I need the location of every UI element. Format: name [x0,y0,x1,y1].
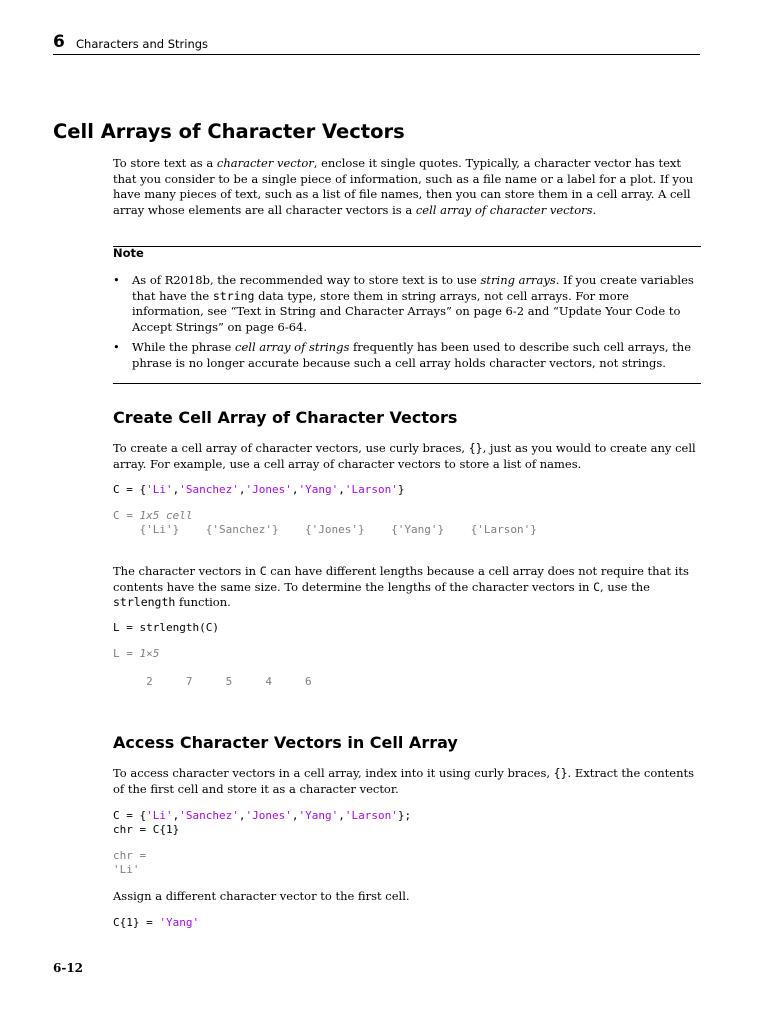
running-header [53,32,700,55]
bullet-icon: • [113,339,120,354]
subsection-title-access: Access Character Vectors in Cell Array [113,733,458,752]
create-paragraph: To create a cell array of character vectors, use curly braces, {}, just as you would to create any cell array. For example, use a cell array of character vectors to store a list of names. [113,441,696,471]
note-item: • While the phrase cell array of strings frequently has been used to describe such cell arrays, the phrase is no longer accurate because such a cell array holds character vectors, not strings. [113,339,692,370]
intro-paragraph: To store text as a character vector, enclose it single quotes. Typically, a character vector has text that you consider to be a single piece of information, such as a file name or a label for a plot. If you have many pieces of text, such as a list of file names, then you can store them in a cell array. A cell array whose elements are all character vectors is a cell array of character vectors. [113,156,694,218]
access-paragraph: To access character vectors in a cell array, index into it using curly braces, {}. Extract the contents of the first cell and store it as a character vector. [113,766,695,796]
note-label: Note [113,246,144,260]
assign-paragraph: Assign a different character vector to the first cell. [113,889,410,903]
subsection-title-create: Create Cell Array of Character Vectors [113,408,458,427]
output-lengths-header: L = 1×5 [113,647,160,660]
note-list [113,273,701,371]
bullet-icon: • [113,273,120,287]
code-create-cell-array: C = {'Li','Sanchez','Jones','Yang','Larson'} [113,483,405,496]
page-number: 6-12 [53,961,84,975]
output-chr: chr = 'Li' [113,849,153,876]
section-title: Cell Arrays of Character Vectors [53,120,405,143]
chapter-title: Characters and Strings [76,37,209,51]
code-access-cell: C = {'Li','Sanchez','Jones','Yang','Larson'}; chr = C{1} [113,809,412,836]
chapter-number: 6 [53,32,65,52]
output-cell-array: C = 1x5 cell {'Li'} {'Sanchez'} {'Jones'} {'Yang'} {'Larson'} [113,509,537,536]
output-lengths-values: 2 7 5 4 6 [113,675,312,688]
note-item: • As of R2018b, the recommended way to store text is to use string arrays. If you create variables that have the string data type, store them in string arrays, not cell arrays. For more information, see “Text in String and Character Arrays” on page 6-2 and “Update Your Code to Accept Strings” on page 6-64. [113,273,694,335]
code-assign-cell: C{1} = 'Yang' [113,916,200,929]
code-strlength: L = strlength(C) [113,621,219,634]
note-top-rule [113,246,701,247]
lengths-paragraph: The character vectors in C can have different lengths because a cell array does not require that its contents have the same size. To determine the lengths of the character vectors in C, use the strlength function. [113,564,689,610]
note-bottom-rule [113,383,701,384]
